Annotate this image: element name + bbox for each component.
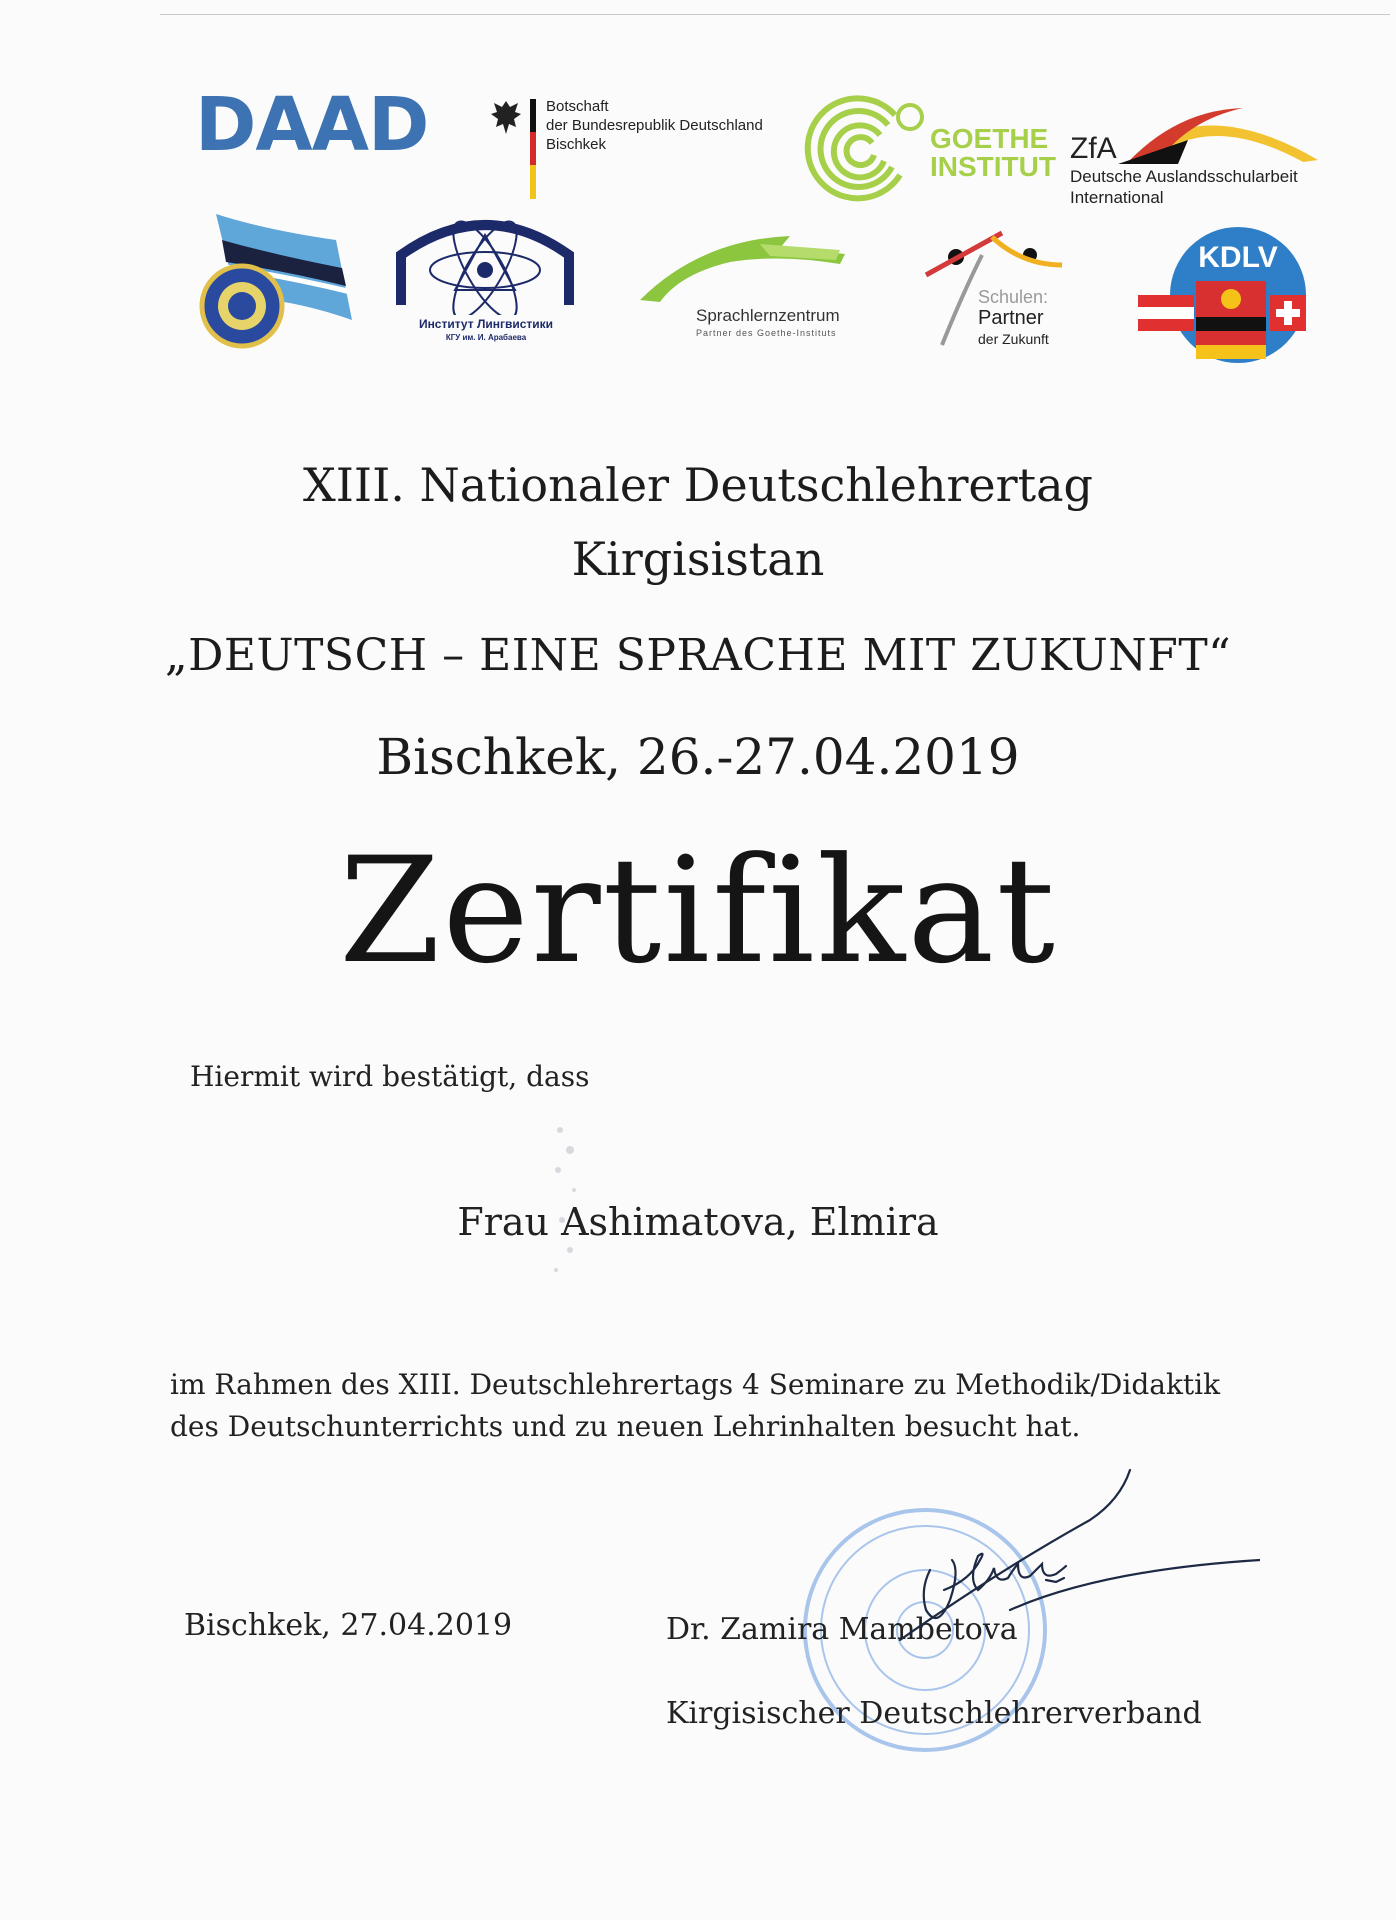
body-text-line-1: im Rahmen des XIII. Deutschlehrertags 4 Seminare zu Methodik/Didaktik xyxy=(170,1368,1221,1401)
event-country: Kirgisistan xyxy=(571,532,825,586)
pasch-line-1: Schulen: xyxy=(978,287,1049,307)
goethe-word-2: INSTITUT xyxy=(930,151,1056,182)
sprachlernzentrum-logo xyxy=(640,230,880,345)
flag-emblem-logo xyxy=(196,210,356,350)
body-text-line-2: des Deutschunterrichts und zu neuen Lehrinhalten besucht hat. xyxy=(170,1410,1081,1443)
sprachlernzentrum-text: Sprachlernzentrum xyxy=(696,306,840,325)
daad-logo xyxy=(195,82,429,168)
certificate-title: Zertifikat xyxy=(339,826,1057,996)
eagle-icon xyxy=(488,97,524,137)
institute-line-2: КГУ им. И. Арабаева xyxy=(445,333,527,342)
embassy-line-1: Botschaft xyxy=(546,98,609,115)
signatory-name: Dr. Zamira Mambetova xyxy=(666,1612,1018,1647)
daad-text: DAAD xyxy=(195,82,429,168)
pasch-line-2: Partner xyxy=(978,307,1044,329)
institute-linguistics-logo xyxy=(395,215,575,355)
kdlv-flags-icon xyxy=(1138,225,1328,365)
goethe-swirl-icon xyxy=(800,95,930,210)
sprach-arrow-icon xyxy=(640,230,880,305)
recipient-name: Frau Ashimatova, Elmira xyxy=(457,1200,939,1244)
footer-place-date: Bischkek, 27.04.2019 xyxy=(184,1608,513,1643)
flag-emblem-icon xyxy=(196,210,356,350)
zfa-line-1: Deutsche Auslandsschularbeit xyxy=(1070,167,1298,186)
embassy-line-3: Bischkek xyxy=(546,136,607,153)
event-motto: „DEUTSCH – EINE SPRACHE MIT ZUKUNFT“ xyxy=(164,630,1232,681)
goethe-word-1: GOETHE xyxy=(930,123,1049,154)
german-flag-stripe xyxy=(530,99,536,199)
event-title: XIII. Nationaler Deutschlehrertag xyxy=(303,458,1093,512)
pasch-logo xyxy=(922,225,1072,355)
kdlv-logo xyxy=(1138,225,1328,365)
handwritten-signature xyxy=(860,1460,1260,1680)
confirmation-text: Hiermit wird bestätigt, dass xyxy=(190,1060,590,1093)
embassy-logo xyxy=(488,95,818,205)
zfa-logo xyxy=(1068,100,1338,210)
signatory-organization: Kirgisischer Deutschlehrerverband xyxy=(666,1696,1202,1731)
institute-line-1: Институт Лингвистики xyxy=(418,317,554,331)
zfa-abbr: ZfA xyxy=(1070,132,1117,165)
zfa-line-2: International xyxy=(1070,188,1164,207)
pasch-line-3: der Zukunft xyxy=(978,331,1049,347)
kdlv-text: KDLV xyxy=(1198,241,1278,274)
goethe-institut-logo xyxy=(800,95,1060,210)
embassy-line-2: der Bundesrepublik Deutschland xyxy=(546,117,763,134)
sprachlernzentrum-subtext: Partner des Goethe-Instituts xyxy=(696,328,837,338)
atom-icon xyxy=(395,215,575,315)
event-place-date: Bischkek, 26.-27.04.2019 xyxy=(376,728,1020,786)
scan-edge-line xyxy=(160,14,1390,15)
